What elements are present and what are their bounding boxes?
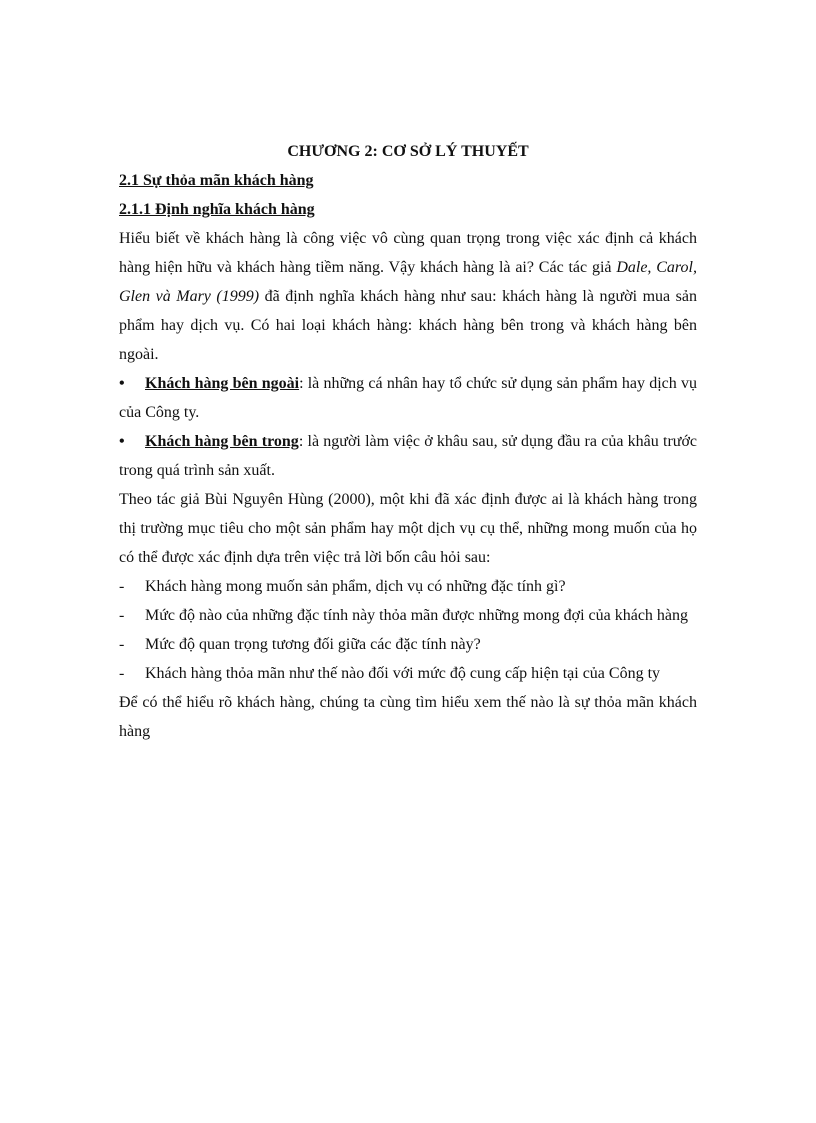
question-item bbox=[119, 630, 697, 659]
section-heading: 2.1 Sự thỏa mãn khách hàng bbox=[119, 172, 314, 189]
question-text: Mức độ nào của những đặc tính này thỏa mãn được những mong đợi của khách hàng bbox=[145, 607, 689, 624]
bullet-item-external-customer bbox=[119, 369, 697, 427]
question-text: Khách hàng mong muốn sản phẩm, dịch vụ có những đặc tính gì? bbox=[145, 578, 566, 595]
bullet-text: : là người làm việc ở khâu sau, sử dụng đầu ra của khâu trước trong quá trình sản xuất. bbox=[119, 433, 698, 479]
question-text: Mức độ quan trọng tương đối giữa các đặc tính này? bbox=[145, 636, 481, 653]
bullet-icon: • bbox=[119, 375, 125, 392]
dash-marker: - bbox=[119, 636, 125, 653]
chapter-title: CHƯƠNG 2: CƠ SỞ LÝ THUYẾT bbox=[287, 143, 529, 160]
dash-marker: - bbox=[119, 607, 125, 624]
closing-paragraph: Để có thể hiểu rõ khách hàng, chúng ta cùng tìm hiểu xem thế nào là sự thỏa mãn khách hàng bbox=[119, 694, 697, 740]
question-item bbox=[119, 601, 697, 630]
question-item bbox=[119, 572, 697, 601]
subsection-heading: 2.1.1 Định nghĩa khách hàng bbox=[119, 201, 315, 218]
dash-marker: - bbox=[119, 665, 125, 682]
bullet-term: Khách hàng bên ngoài bbox=[145, 375, 300, 392]
bullet-text: : là những cá nhân hay tổ chức sử dụng sản phẩm hay dịch vụ của Công ty. bbox=[119, 375, 698, 421]
intro-paragraph bbox=[119, 224, 697, 369]
bullet-icon: • bbox=[119, 433, 125, 450]
question-text: Khách hàng thỏa mãn như thế nào đối với mức độ cung cấp hiện tại của Công ty bbox=[145, 665, 661, 682]
theory-paragraph: Theo tác giả Bùi Nguyên Hùng (2000), một khi đã xác định được ai là khách hàng trong thị trường mục tiêu cho một sản phẩm hay một dịch vụ cụ thể, những mong muốn của họ có thể được xác định dựa trên việc trả lời bốn câu hỏi sau: bbox=[119, 491, 697, 566]
intro-text-part1: Hiểu biết về khách hàng là công việc vô cùng quan trọng trong việc xác định cả khách hàng hiện hữu và khách hàng tiềm năng. Vậy khách hàng là ai? Các tác giả bbox=[119, 230, 697, 276]
intro-text-part2: đã định nghĩa khách hàng như sau: khách hàng là người mua sản phẩm hay dịch vụ. Có hai loại khách hàng: khách hàng bên trong và khách hàng bên ngoài. bbox=[119, 288, 697, 363]
document-page bbox=[119, 137, 697, 746]
bullet-term: Khách hàng bên trong bbox=[145, 433, 299, 450]
dash-marker: - bbox=[119, 578, 125, 595]
bullet-item-internal-customer bbox=[119, 427, 697, 485]
question-item bbox=[119, 659, 697, 688]
citation: Dale, Carol, Glen và Mary (1999) bbox=[119, 259, 697, 305]
